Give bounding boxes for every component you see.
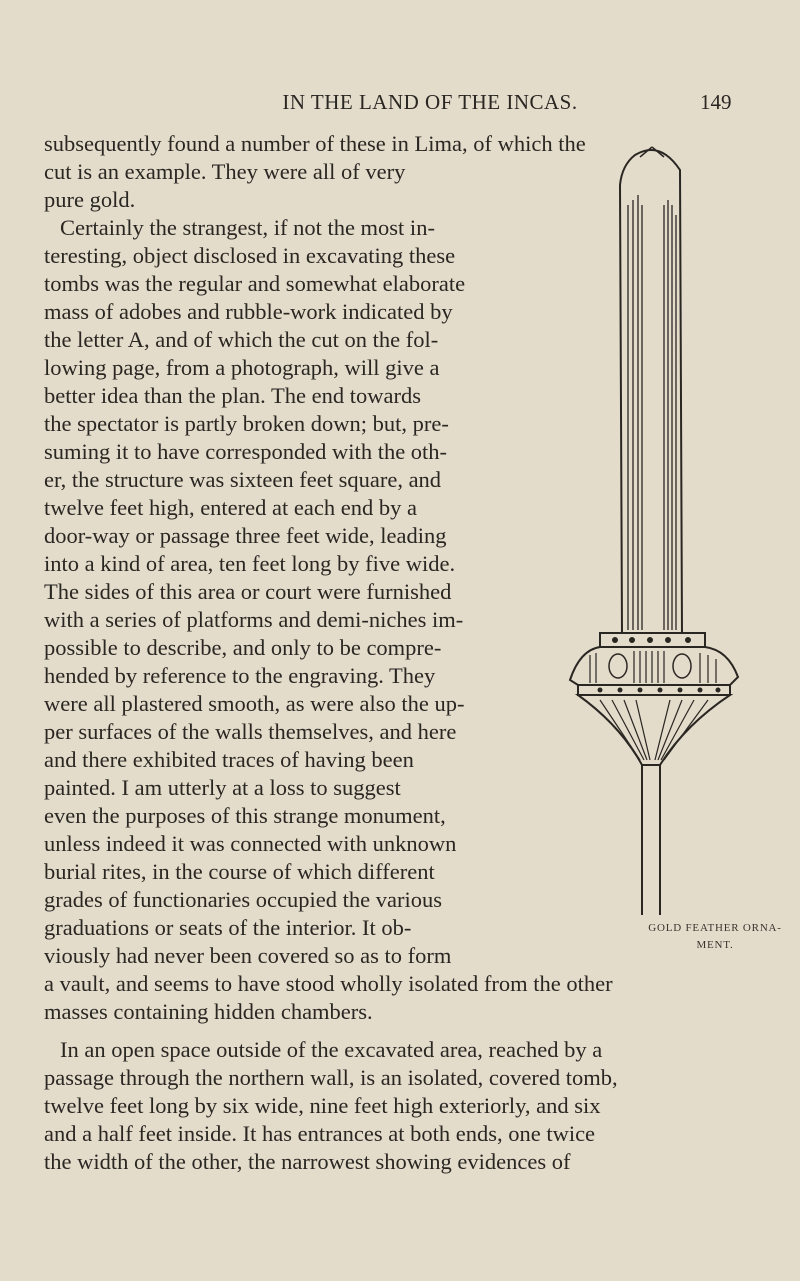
text-line: pure gold.	[44, 187, 136, 212]
text-line: better idea than the plan. The end towards	[44, 383, 421, 408]
figure-caption	[640, 920, 790, 954]
text-line: were all plastered smooth, as were also the up-	[44, 691, 465, 716]
text-line: The sides of this area or court were furnished	[44, 579, 452, 604]
ornament-stem	[642, 765, 660, 915]
text-line: painted. I am utterly at a loss to suggest	[44, 775, 401, 800]
text-line: cut is an example. They were all of very	[44, 159, 406, 184]
text-line: Certainly the strangest, if not the most in-	[60, 215, 435, 240]
text-line: possible to describe, and only to be compre-	[44, 635, 442, 660]
text-line: grades of functionaries occupied the various	[44, 887, 442, 912]
text-line: viously had never been covered so as to form	[44, 943, 452, 968]
feather-hatching	[628, 195, 676, 630]
text-line: the spectator is partly broken down; but, pre-	[44, 411, 449, 436]
text-line: a vault, and seems to have stood wholly isolated from the other	[44, 971, 613, 996]
ornament-taper	[578, 695, 730, 765]
gold-feather-ornament-illustration	[560, 145, 760, 920]
feather-plume-outline	[620, 150, 682, 635]
text-line: into a kind of area, ten feet long by five wide.	[44, 551, 456, 576]
text-line: graduations or seats of the interior. It ob-	[44, 915, 412, 940]
text-line: lowing page, from a photograph, will give a	[44, 355, 440, 380]
text-line: masses containing hidden chambers.	[44, 999, 373, 1024]
text-line: twelve feet long by six wide, nine feet high exteriorly, and six	[44, 1093, 601, 1118]
ornament-cup	[570, 647, 738, 685]
text-line: the width of the other, the narrowest showing evidences of	[44, 1149, 571, 1174]
page-number: 149	[700, 90, 732, 114]
text-line: tombs was the regular and somewhat elaborate	[44, 271, 466, 296]
text-line: subsequently found a number of these in Lima, of which the	[44, 131, 586, 156]
text-line: In an open space outside of the excavated area, reached by a	[60, 1037, 603, 1062]
text-line: door-way or passage three feet wide, leading	[44, 523, 447, 548]
text-line: passage through the northern wall, is an isolated, covered tomb,	[44, 1065, 618, 1090]
text-line: mass of adobes and rubble-work indicated by	[44, 299, 453, 324]
text-line: and a half feet inside. It has entrances at both ends, one twice	[44, 1121, 596, 1146]
caption-line-2: MENT.	[696, 939, 734, 951]
text-line: and there exhibited traces of having been	[44, 747, 414, 772]
text-line: suming it to have corresponded with the oth-	[44, 439, 448, 464]
text-line: er, the structure was sixteen feet square, and	[44, 467, 442, 492]
text-line: teresting, object disclosed in excavating these	[44, 243, 456, 268]
text-line: per surfaces of the walls themselves, and here	[44, 719, 457, 744]
text-line: with a series of platforms and demi-niches im-	[44, 607, 464, 632]
text-line: the letter A, and of which the cut on the fol-	[44, 327, 439, 352]
text-line: twelve feet high, entered at each end by a	[44, 495, 417, 520]
text-line: burial rites, in the course of which different	[44, 859, 435, 884]
running-title: IN THE LAND OF THE INCAS.	[282, 90, 578, 114]
text-line: unless indeed it was connected with unknown	[44, 831, 457, 856]
text-line: even the purposes of this strange monument,	[44, 803, 446, 828]
text-line: hended by reference to the engraving. They	[44, 663, 436, 688]
running-header	[0, 90, 800, 120]
caption-line-1: GOLD FEATHER ORNA-	[648, 922, 782, 934]
